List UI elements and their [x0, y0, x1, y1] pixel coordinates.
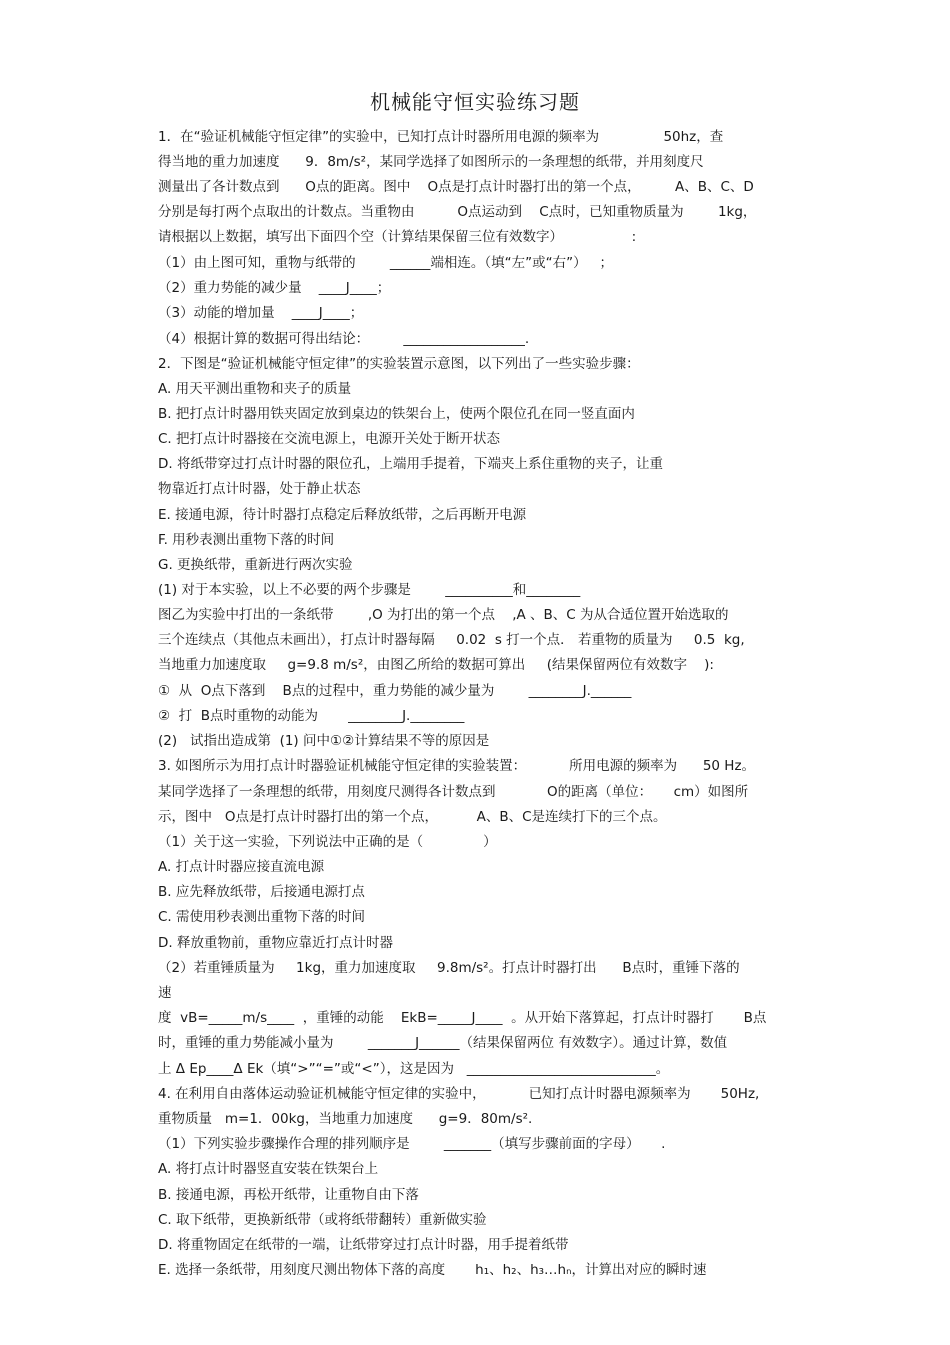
text-line: 示，图中 O点是打点计时器打出的第一个点， A、B、C是连续打下的三个点。	[158, 809, 667, 825]
text-line: 物靠近打点计时器，处于静止状态	[158, 481, 361, 497]
text-line: B. 把打点计时器用铁夹固定放到桌边的铁架台上，使两个限位孔在同一竖直面内	[158, 406, 635, 422]
text-line: （2）若重锤质量为 1kg，重力加速度取 9.8m/s²。打点计时器打出 B点时，重锤下落的	[158, 960, 740, 976]
text-line: 3. 如图所示为用打点计时器验证机械能守恒定律的实验装置： 所用电源的频率为 50 Hz。	[158, 758, 756, 774]
text-line: 分别是每打两个点取出的计数点。当重物由 O点运动到 C点时，已知重物质量为 1kg，	[158, 204, 757, 220]
text-line: 当地重力加速度取 g=9.8 m/s²，由图乙所给的数据可算出 (结果保留两位有效数字 ):	[158, 657, 714, 673]
text-line: E. 接通电源，待计时器打点稳定后释放纸带，之后再断开电源	[158, 507, 527, 523]
text-line: B. 接通电源，再松开纸带，让重物自由下落	[158, 1187, 419, 1203]
text-line: （1）下列实验步骤操作合理的排列顺序是 _______（填写步骤前面的字母） .	[158, 1136, 666, 1152]
text-line: 上 Δ Ep____Δ Ek（填“>”“=”或“<”），这是因为 ____________________________。	[158, 1061, 670, 1077]
text-line: 请根据以上数据，填写出下面四个空（计算结果保留三位有效数字） :	[158, 229, 637, 245]
text-line: G. 更换纸带，重新进行两次实验	[158, 557, 353, 573]
text-line: 4. 在利用自由落体运动验证机械能守恒定律的实验中， 已知打点计时器电源频率为 50Hz,	[158, 1086, 760, 1102]
text-line: 速	[158, 985, 172, 1001]
text-line: 得当地的重力加速度 9．8m/s²，某同学选择了如图所示的一条理想的纸带，并用刻度尺	[158, 154, 704, 170]
text-line: ① 从 O点下落到 B点的过程中，重力势能的减少量为 ________J.______	[158, 683, 632, 699]
text-line: B. 应先释放纸带，后接通电源打点	[158, 884, 365, 900]
text-line: ② 打 B点时重物的动能为 ________J.________	[158, 708, 465, 724]
text-line: 时，重锤的重力势能减小量为 _______J______（结果保留两位 有效数字）。通过计算，数值	[158, 1035, 728, 1051]
text-line: C. 把打点计时器接在交流电源上，电源开关处于断开状态	[158, 431, 501, 447]
text-line: (1) 对于本实验，以上不必要的两个步骤是 __________和________	[158, 582, 581, 598]
text-line: 三个连续点（其他点未画出），打点计时器每隔 0.02 s 打一个点． 若重物的质量为 0.5 kg,	[158, 632, 745, 648]
text-line: C. 取下纸带，更换新纸带（或将纸带翻转）重新做实验	[158, 1212, 487, 1228]
text-line: C. 需使用秒表测出重物下落的时间	[158, 909, 366, 925]
text-line: （3）动能的增加量 ____J____；	[158, 305, 364, 321]
text-line: D. 释放重物前，重物应靠近打点计时器	[158, 935, 393, 951]
text-line: （1）关于这一实验，下列说法中正确的是（ ）	[158, 834, 497, 850]
text-line: （4）根据计算的数据可得出结论： __________________.	[158, 331, 530, 347]
text-line: 2．下图是“验证机械能守恒定律”的实验装置示意图，以下列出了一些实验步骤：	[158, 356, 640, 372]
text-line: A. 打点计时器应接直流电源	[158, 859, 325, 875]
text-line: （1）由上图可知，重物与纸带的 ______端相连。（填“左”或“右”） ；	[158, 255, 614, 271]
text-line: 某同学选择了一条理想的纸带，用刻度尺测得各计数点到 O的距离（单位： cm）如图所	[158, 784, 749, 800]
text-line: A. 将打点计时器竖直安装在铁架台上	[158, 1161, 379, 1177]
text-line: D. 将重物固定在纸带的一端，让纸带穿过打点计时器，用手提着纸带	[158, 1237, 569, 1253]
text-line: E. 选择一条纸带，用刻度尺测出物体下落的高度 h₁、h₂、h₃…hₙ，计算出对应的瞬时速	[158, 1262, 707, 1278]
text-line: 测量出了各计数点到 O点的距离。图中 O点是打点计时器打出的第一个点， A、B、C、D	[158, 179, 754, 195]
text-line: D. 将纸带穿过打点计时器的限位孔，上端用手提着，下端夹上系住重物的夹子，让重	[158, 456, 663, 472]
text-line: 1．在“验证机械能守恒定律”的实验中，已知打点计时器所用电源的频率为 50hz，查	[158, 129, 724, 145]
text-line: F. 用秒表测出重物下落的时间	[158, 532, 335, 548]
text-line: A. 用天平测出重物和夹子的质量	[158, 381, 352, 397]
page-title: 机械能守恒实验练习题	[370, 90, 580, 114]
text-line: (2) 试指出造成第 (1) 问中①②计算结果不等的原因是	[158, 733, 490, 749]
text-line: 图乙为实验中打出的一条纸带 ,O 为打出的第一个点 ,A 、B、C 为从合适位置开始选取的	[158, 607, 729, 623]
text-line: 重物质量 m=1．00kg，当地重力加速度 g=9．80m/s².	[158, 1111, 533, 1127]
text-line: 度 vB=_____m/s____ ，重锤的动能 EkB=_____J____ 。从开始下落算起，打点计时器打 B点	[158, 1010, 767, 1026]
text-line: （2）重力势能的减少量 ____J____；	[158, 280, 391, 296]
